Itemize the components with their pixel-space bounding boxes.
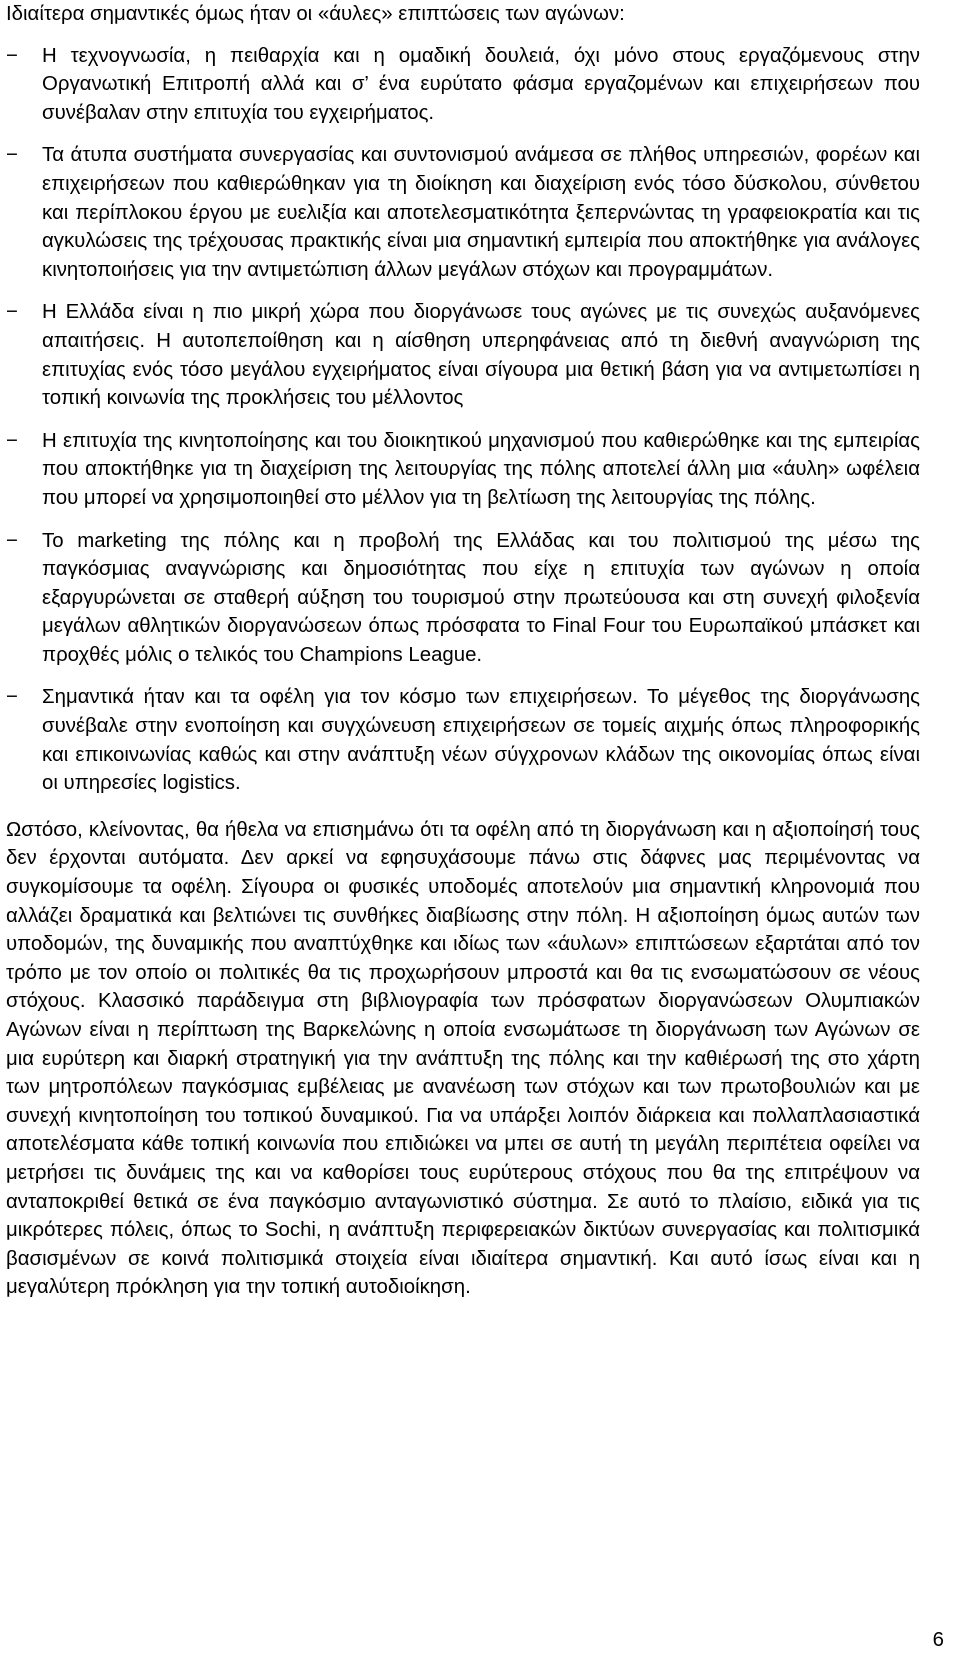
dash-bullet: − (6, 144, 18, 167)
list-item-text: Η τεχνογνωσία, η πειθαρχία και η ομαδική δουλειά, όχι μόνο στους εργαζόμενους στην Οργανωτική Επιτροπή αλλά και σ’ ένα ευρύτατο φάσμα εργαζομένων και επιχειρήσεων που συνέβαλαν στην επιτυχία του εγχειρήματος. (42, 44, 920, 124)
list-item-text: Σημαντικά ήταν και τα οφέλη για τον κόσμο των επιχειρήσεων. Το μέγεθος της διοργάνωσης συνέβαλε στην ενοποίηση και συγχώνευση επιχειρήσεων σε τομείς αιχμής όπως πληροφορικής και επικοινωνίας καθώς και στην ανάπτυξη νέων σύγχρονων κλάδων της οικονομίας όπως είναι οι υπηρεσίες logistics. (42, 686, 920, 795)
list-item (6, 683, 920, 797)
list-item-text: Η επιτυχία της κινητοποίησης και του διοικητικού μηχανισμού που καθιερώθηκε και της εμπειρίας που αποκτήθηκε για τη διαχείριση της λειτουργίας της πόλης αποτελεί άλλη μια «άυλη» ωφέλεια που μπορεί να χρησιμοποιηθεί στο μέλλον για τη βελτίωση της λειτουργίας της πόλης. (42, 429, 920, 509)
dash-bullet: − (6, 529, 18, 552)
list-item (6, 427, 920, 513)
dash-bullet: − (6, 301, 18, 324)
list-item-text: Το marketing της πόλης και η προβολή της Ελλάδας και του πολιτισμού της μέσω της παγκόσμιας αναγνώρισης και δημοσιότητας που είχε η επιτυχία των αγώνων η οποία εξαργυρώνεται σε σταθερή αύξηση του τουρισμού στην πρωτεύουσα και στη συνεχή φιλοξενία μεγάλων αθλητικών διοργανώσεων όπως πρόσφατα το Final Four του Ευρωπαϊκού μπάσκετ και προχθές μόλις ο τελικός του Champions League. (42, 529, 920, 666)
closing-paragraph: Ωστόσο, κλείνοντας, θα ήθελα να επισημάνω ότι τα οφέλη από τη διοργάνωση και η αξιοποίησή τους δεν έρχονται αυτόματα. Δεν αρκεί να εφησυχάσουμε πάνω στις δάφνες μας περιμένοντας να συγκομίσουμε τα οφέλη. Σίγουρα οι φυσικές υποδομές αποτελούν μια σημαντική κληρονομιά που αλλάζει δραματικά και βελτιώνει τις συνθήκες διαβίωσης στην πόλη. Η αξιοποίηση όμως αυτών των υποδομών, της δυναμικής που αναπτύχθηκε και ιδίως των «άυλων» επιπτώσεων εξαρτάται από τον τρόπο με τον οποίο οι πολιτικές θα τις προχωρήσουν μπροστά και θα τις ενσωματώσουν σε νέους στόχους. Κλασσικό παράδειγμα στη βιβλιογραφία των πρόσφατων διοργανώσεων Ολυμπιακών Αγώνων είναι η περίπτωση της Βαρκελώνης η οποία ενσωμάτωσε τη διοργάνωση των Αγώνων σε μια ευρύτερη και διαρκή στρατηγική για την ανάπτυξη της πόλης και την καθιέρωσή της στο χάρτη των μητροπόλεων παγκόσμιας εμβέλειας με ανανέωση των στόχων και των πρωτοβουλιών και με συνεχή κινητοποίηση του τοπικού δυναμικού. Για να υπάρξει λοιπόν διάρκεια και πολλαπλασιαστικά αποτελέσματα κάθε τοπική κοινωνία που επιδιώκει να μπει σε αυτή τη μεγάλη περιπέτεια οφείλει να μετρήσει τις δυνάμεις της και να καθορίσει τους ευρύτερους στόχους που θα της επιτρέψουν να ανταποκριθεί θετικά σε ένα παγκόσμιο ανταγωνιστικό σύστημα. Σε αυτό το πλαίσιο, ειδικά για τις μικρότερες πόλεις, όπως το Sochi, η ανάπτυξη περιφερειακών δικτύων συνεργασίας και πολιτισμικά βασισμένων σε κοινά πολιτισμικά στοιχεία είναι ιδιαίτερα σημαντική. Και αυτό ίσως είναι και η μεγαλύτερη πρόκληση για την τοπική αυτοδιοίκηση. (6, 818, 920, 1299)
list-item (6, 42, 920, 128)
dash-bullet: − (6, 686, 18, 709)
dash-bullet: − (6, 44, 18, 67)
list-item-text: Η Ελλάδα είναι η πιο μικρή χώρα που διοργάνωσε τους αγώνες με τις συνεχώς αυξανόμενες απαιτήσεις. Η αυτοπεποίθηση και η αίσθηση υπερηφάνειας από τη διεθνή αναγνώριση της επιτυχίας ενός τόσο μεγάλου εγχειρήματος είναι σίγουρα μια θετική βάση για να αντιμετωπίσει η τοπική κοινωνία της προκλήσεις του μέλλοντος (42, 301, 920, 410)
list-item (6, 298, 920, 412)
list-item (6, 527, 920, 670)
intro-paragraph: Ιδιαίτερα σημαντικές όμως ήταν οι «άυλες» επιπτώσεις των αγώνων: (6, 3, 625, 25)
list-item (6, 141, 920, 284)
page-number: 6 (932, 1629, 944, 1651)
list-item-text: Τα άτυπα συστήματα συνεργασίας και συντονισμού ανάμεσα σε πλήθος υπηρεσιών, φορέων και επιχειρήσεων που καθιερώθηκαν για τη διοίκηση και διαχείριση ενός τόσο δύσκολου, σύνθετου και περίπλοκου έργου με ευελιξία και αποτελεσματικότητα ξεπερνώντας τη γραφειοκρατία και τις αγκυλώσεις της τρέχουσας πρακτικής είναι μια σημαντική εμπειρία που αποκτήθηκε για ανάλογες κινητοποιήσεις για την αντιμετώπιση άλλων μεγάλων στόχων και προγραμμάτων. (42, 144, 920, 281)
bullet-list (6, 42, 920, 798)
dash-bullet: − (6, 429, 18, 452)
document-page (6, 0, 920, 1302)
